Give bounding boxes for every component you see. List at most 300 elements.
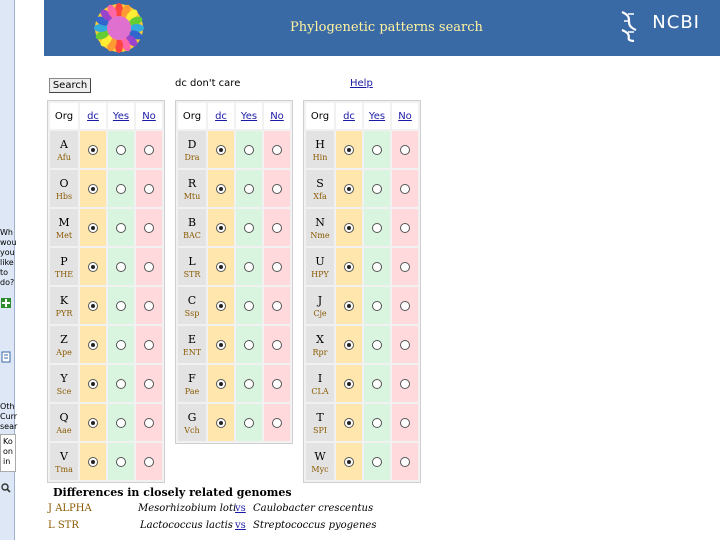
option-cell-yes — [108, 404, 134, 441]
organism-row — [50, 326, 162, 363]
page-title: Phylogenetic patterns search — [290, 20, 483, 35]
header-yes[interactable]: Yes — [364, 103, 390, 129]
plus-icon[interactable] — [1, 293, 11, 303]
differences-heading: Differences in closely related genomes — [53, 486, 292, 499]
header-no[interactable]: No — [264, 103, 290, 129]
header-yes[interactable]: Yes — [108, 103, 134, 129]
organism-row — [50, 443, 162, 480]
radio-yes[interactable] — [116, 223, 126, 233]
organism-abbr: Afu — [57, 152, 71, 162]
sidebar-text: sear — [0, 422, 18, 431]
radio-dc[interactable] — [216, 262, 226, 272]
option-cell-dc — [80, 443, 106, 480]
option-cell-dc — [336, 287, 362, 324]
option-cell-no — [136, 287, 162, 324]
radio-no[interactable] — [400, 418, 410, 428]
option-cell-yes — [236, 131, 262, 168]
genome-pair-row — [48, 520, 378, 534]
ncbi-brand[interactable]: NCBI — [652, 12, 700, 33]
radio-yes[interactable] — [372, 301, 382, 311]
radio-yes[interactable] — [372, 262, 382, 272]
radio-dc[interactable] — [88, 223, 98, 233]
option-cell-yes — [364, 365, 390, 402]
radio-yes[interactable] — [116, 145, 126, 155]
organism-code: L — [188, 254, 196, 268]
organism-code: K — [59, 293, 69, 307]
sidebar-text: like — [0, 258, 14, 267]
organism-cell — [306, 170, 334, 207]
sidebar-text: do? — [0, 278, 15, 287]
organism-code: V — [60, 449, 68, 463]
radio-dc[interactable] — [88, 418, 98, 428]
option-cell-yes — [236, 248, 262, 285]
radio-dc[interactable] — [88, 301, 98, 311]
radio-yes[interactable] — [244, 418, 254, 428]
header-no[interactable]: No — [392, 103, 418, 129]
option-cell-no — [264, 248, 290, 285]
organism-row — [50, 365, 162, 402]
organism-code: P — [60, 254, 68, 268]
option-cell-dc — [336, 443, 362, 480]
organism-abbr: Aae — [56, 425, 72, 435]
radio-no[interactable] — [272, 301, 282, 311]
option-cell-no — [392, 287, 418, 324]
organism-row — [306, 326, 418, 363]
radio-no[interactable] — [272, 262, 282, 272]
option-cell-yes — [364, 443, 390, 480]
radio-no[interactable] — [400, 184, 410, 194]
organism-row — [50, 287, 162, 324]
organism-cell — [306, 443, 334, 480]
organism-cell — [178, 365, 206, 402]
radio-no[interactable] — [144, 262, 154, 272]
option-cell-yes — [364, 326, 390, 363]
organism-code: I — [317, 371, 323, 385]
option-cell-dc — [336, 326, 362, 363]
sidebar-text: wou — [0, 238, 17, 247]
option-cell-yes — [236, 287, 262, 324]
option-cell-dc — [336, 170, 362, 207]
radio-dc[interactable] — [216, 379, 226, 389]
radio-no[interactable] — [400, 340, 410, 350]
option-cell-no — [392, 404, 418, 441]
radio-no[interactable] — [144, 301, 154, 311]
radio-no[interactable] — [400, 379, 410, 389]
organism-row — [178, 209, 290, 246]
header-dc[interactable]: dc — [336, 103, 362, 129]
radio-yes[interactable] — [372, 418, 382, 428]
option-cell-no — [136, 404, 162, 441]
option-cell-yes — [108, 443, 134, 480]
radio-yes[interactable] — [372, 379, 382, 389]
organism-abbr: Sce — [56, 386, 72, 396]
organism-cell — [50, 287, 78, 324]
option-cell-no — [264, 131, 290, 168]
organism-abbr: Vch — [184, 425, 200, 435]
organism-code: C — [187, 293, 197, 307]
radio-dc[interactable] — [216, 223, 226, 233]
option-cell-dc — [208, 326, 234, 363]
radio-dc[interactable] — [344, 379, 354, 389]
organism-code: S — [316, 176, 324, 190]
radio-no[interactable] — [400, 457, 410, 467]
option-cell-no — [392, 170, 418, 207]
organism-cell — [50, 131, 78, 168]
organism-row — [306, 443, 418, 480]
option-cell-dc — [208, 365, 234, 402]
organism-code: A — [60, 137, 68, 151]
pair-group: L STR — [48, 520, 79, 531]
radio-yes[interactable] — [116, 457, 126, 467]
organism-abbr: BAC — [183, 230, 201, 240]
radio-dc[interactable] — [344, 340, 354, 350]
organism-abbr: Myc — [311, 464, 329, 474]
organism-table-2 — [175, 100, 293, 444]
organism-cell — [306, 287, 334, 324]
option-cell-no — [264, 404, 290, 441]
organism-cell — [306, 326, 334, 363]
option-cell-yes — [108, 248, 134, 285]
radio-yes[interactable] — [244, 301, 254, 311]
organism-abbr: Cje — [313, 308, 327, 318]
header-dc[interactable]: dc — [80, 103, 106, 129]
option-cell-no — [136, 365, 162, 402]
radio-yes[interactable] — [372, 223, 382, 233]
radio-yes[interactable] — [372, 145, 382, 155]
organism-cell — [50, 209, 78, 246]
option-cell-yes — [108, 209, 134, 246]
radio-yes[interactable] — [116, 379, 126, 389]
radio-no[interactable] — [144, 184, 154, 194]
organism-abbr: Met — [55, 230, 73, 240]
option-cell-dc — [208, 248, 234, 285]
organism-abbr: HPY — [311, 269, 329, 279]
organism-row — [306, 209, 418, 246]
organism-cell — [50, 404, 78, 441]
organism-row — [50, 404, 162, 441]
organism-row — [178, 365, 290, 402]
organism-code: G — [187, 410, 197, 424]
radio-dc[interactable] — [344, 418, 354, 428]
organism-abbr: STR — [183, 269, 201, 279]
organism-row — [178, 404, 290, 441]
organism-cell — [178, 209, 206, 246]
organism-code: N — [315, 215, 325, 229]
radio-no[interactable] — [272, 379, 282, 389]
radio-no[interactable] — [272, 340, 282, 350]
organism-code: M — [58, 215, 70, 229]
organism-abbr: Mtu — [183, 191, 201, 201]
option-cell-dc — [80, 365, 106, 402]
organism-abbr: SPI — [312, 425, 328, 435]
option-cell-no — [264, 287, 290, 324]
sidebar-text: Curr — [0, 412, 18, 421]
organism-row — [50, 170, 162, 207]
radio-yes[interactable] — [116, 340, 126, 350]
organism-abbr: Dra — [184, 152, 200, 162]
option-cell-yes — [364, 209, 390, 246]
option-cell-dc — [208, 287, 234, 324]
radio-no[interactable] — [272, 418, 282, 428]
radio-yes[interactable] — [116, 301, 126, 311]
organism-row — [178, 248, 290, 285]
sidebar-box-text: on — [3, 447, 13, 456]
option-cell-dc — [80, 326, 106, 363]
organism-row — [178, 131, 290, 168]
radio-dc[interactable] — [344, 223, 354, 233]
radio-dc[interactable] — [216, 145, 226, 155]
organism-row — [306, 404, 418, 441]
radio-dc[interactable] — [344, 457, 354, 467]
organism-cell — [306, 365, 334, 402]
header-banner — [44, 0, 720, 56]
option-cell-no — [392, 209, 418, 246]
option-cell-no — [264, 170, 290, 207]
radio-no[interactable] — [144, 457, 154, 467]
option-cell-dc — [208, 170, 234, 207]
organism-code: Q — [59, 410, 69, 424]
organism-cell — [178, 131, 206, 168]
radio-yes[interactable] — [116, 262, 126, 272]
organism-cell — [306, 404, 334, 441]
help-link[interactable]: Help — [350, 78, 373, 89]
option-cell-no — [136, 170, 162, 207]
radio-yes[interactable] — [116, 418, 126, 428]
option-cell-yes — [108, 326, 134, 363]
organism-code: R — [187, 176, 197, 190]
radio-no[interactable] — [400, 223, 410, 233]
option-cell-dc — [336, 131, 362, 168]
organism-abbr: Rpr — [312, 347, 328, 357]
organism-cell — [178, 170, 206, 207]
organism-cell — [178, 404, 206, 441]
option-cell-no — [392, 131, 418, 168]
option-cell-yes — [108, 365, 134, 402]
radio-yes[interactable] — [244, 379, 254, 389]
sidebar-text: you — [0, 248, 15, 257]
radio-no[interactable] — [144, 223, 154, 233]
organism-cell — [50, 248, 78, 285]
option-cell-dc — [336, 209, 362, 246]
organism-abbr: Nme — [310, 230, 330, 240]
organism-cell — [50, 443, 78, 480]
radio-yes[interactable] — [244, 145, 254, 155]
radio-dc[interactable] — [344, 301, 354, 311]
option-cell-dc — [336, 404, 362, 441]
radio-yes[interactable] — [372, 457, 382, 467]
option-cell-yes — [364, 248, 390, 285]
option-cell-no — [136, 131, 162, 168]
option-cell-dc — [208, 131, 234, 168]
organism-abbr: Ape — [56, 347, 72, 357]
option-cell-yes — [108, 170, 134, 207]
option-cell-no — [392, 365, 418, 402]
header-dc[interactable]: dc — [208, 103, 234, 129]
radio-no[interactable] — [144, 145, 154, 155]
radio-no[interactable] — [400, 301, 410, 311]
radio-no[interactable] — [144, 418, 154, 428]
organism-abbr: Hbs — [55, 191, 73, 201]
radio-dc[interactable] — [88, 145, 98, 155]
option-cell-yes — [108, 287, 134, 324]
radio-no[interactable] — [400, 262, 410, 272]
search-icon[interactable] — [1, 478, 11, 488]
radio-no[interactable] — [272, 223, 282, 233]
sidebar-input-box[interactable] — [0, 434, 16, 472]
option-cell-yes — [364, 287, 390, 324]
organism-code: D — [187, 137, 197, 151]
option-cell-no — [392, 326, 418, 363]
organism-code: X — [316, 332, 324, 346]
option-cell-dc — [80, 131, 106, 168]
option-cell-yes — [364, 404, 390, 441]
option-cell-yes — [236, 170, 262, 207]
radio-yes[interactable] — [244, 223, 254, 233]
sidebar-box-text: in — [3, 457, 11, 466]
radio-yes[interactable] — [244, 184, 254, 194]
organism-row — [306, 248, 418, 285]
option-cell-dc — [80, 170, 106, 207]
radio-dc[interactable] — [88, 457, 98, 467]
organism-row — [50, 131, 162, 168]
organism-row — [306, 287, 418, 324]
option-cell-no — [264, 209, 290, 246]
option-cell-dc — [80, 287, 106, 324]
organism-code: Y — [60, 371, 68, 385]
radio-dc[interactable] — [344, 145, 354, 155]
compare-link[interactable]: vs — [235, 503, 246, 514]
radio-dc[interactable] — [216, 340, 226, 350]
option-cell-dc — [336, 365, 362, 402]
pair-organism-1: Lactococcus lactis — [140, 520, 233, 531]
organism-code: Z — [60, 332, 68, 346]
radio-no[interactable] — [400, 145, 410, 155]
organism-code: F — [188, 371, 196, 385]
header-org: Org — [178, 103, 206, 129]
organism-abbr: Pae — [184, 386, 200, 396]
radio-dc[interactable] — [344, 262, 354, 272]
organism-cell — [50, 170, 78, 207]
search-button[interactable]: Search — [49, 78, 91, 93]
pair-organism-2: Streptococcus pyogenes — [253, 520, 377, 531]
radio-dc[interactable] — [88, 379, 98, 389]
organism-row — [178, 326, 290, 363]
radio-dc[interactable] — [344, 184, 354, 194]
option-cell-yes — [236, 326, 262, 363]
sidebar-text: Wh — [0, 228, 13, 237]
radio-dc[interactable] — [216, 301, 226, 311]
organism-code: H — [315, 137, 325, 151]
radio-no[interactable] — [144, 379, 154, 389]
radio-yes[interactable] — [372, 184, 382, 194]
organism-abbr: ENT — [182, 347, 202, 357]
organism-cell — [50, 365, 78, 402]
organism-table-1 — [47, 100, 165, 483]
organism-abbr: Tma — [55, 464, 73, 474]
header-yes[interactable]: Yes — [236, 103, 262, 129]
option-cell-no — [136, 209, 162, 246]
organism-code: B — [187, 215, 197, 229]
radio-dc[interactable] — [216, 184, 226, 194]
option-cell-yes — [236, 209, 262, 246]
organism-cell — [178, 326, 206, 363]
radio-dc[interactable] — [88, 340, 98, 350]
organism-row — [306, 170, 418, 207]
organism-abbr: Ssp — [184, 308, 200, 318]
option-cell-yes — [364, 131, 390, 168]
organism-row — [178, 287, 290, 324]
organism-row — [50, 209, 162, 246]
radio-dc[interactable] — [88, 184, 98, 194]
organism-abbr: PYR — [55, 308, 73, 318]
option-cell-yes — [364, 170, 390, 207]
radio-dc[interactable] — [88, 262, 98, 272]
radio-yes[interactable] — [244, 340, 254, 350]
radio-no[interactable] — [272, 184, 282, 194]
organism-code: T — [316, 410, 324, 424]
radio-yes[interactable] — [244, 262, 254, 272]
option-cell-no — [136, 326, 162, 363]
organism-cell — [50, 326, 78, 363]
left-sidebar — [0, 0, 18, 540]
header-no[interactable]: No — [136, 103, 162, 129]
option-cell-yes — [108, 131, 134, 168]
organism-cell — [306, 209, 334, 246]
pair-organism-1: Mesorhizobium loti — [138, 503, 237, 514]
pair-group: J ALPHA — [48, 503, 92, 514]
radio-dc[interactable] — [216, 418, 226, 428]
organism-abbr: CLA — [311, 386, 329, 396]
option-cell-no — [392, 248, 418, 285]
organism-row — [50, 248, 162, 285]
option-cell-dc — [80, 248, 106, 285]
option-cell-no — [136, 443, 162, 480]
organism-abbr: Xfa — [313, 191, 327, 201]
organism-table-3 — [303, 100, 421, 483]
option-cell-dc — [80, 209, 106, 246]
radio-no[interactable] — [144, 340, 154, 350]
option-cell-yes — [236, 365, 262, 402]
organism-code: O — [59, 176, 69, 190]
sidebar-text: to — [0, 268, 9, 277]
dc-legend: dc don't care — [175, 78, 241, 89]
option-cell-dc — [208, 209, 234, 246]
radio-yes[interactable] — [116, 184, 126, 194]
header-org: Org — [50, 103, 78, 129]
organism-abbr: Hin — [312, 152, 328, 162]
organism-code: E — [187, 332, 197, 346]
organism-cell — [178, 287, 206, 324]
organism-row — [306, 131, 418, 168]
option-cell-no — [264, 326, 290, 363]
radio-no[interactable] — [272, 145, 282, 155]
option-cell-yes — [236, 404, 262, 441]
organism-code: J — [317, 293, 323, 307]
organism-abbr: THE — [54, 269, 74, 279]
option-cell-dc — [208, 404, 234, 441]
organism-cell — [306, 131, 334, 168]
radio-yes[interactable] — [372, 340, 382, 350]
document-icon[interactable] — [1, 347, 11, 357]
option-cell-dc — [336, 248, 362, 285]
option-cell-no — [392, 443, 418, 480]
organism-code: U — [315, 254, 325, 268]
organism-code: W — [314, 449, 326, 463]
compare-link[interactable]: vs — [235, 520, 246, 531]
organism-row — [306, 365, 418, 402]
header-org: Org — [306, 103, 334, 129]
sidebar-text: Oth — [0, 402, 15, 411]
